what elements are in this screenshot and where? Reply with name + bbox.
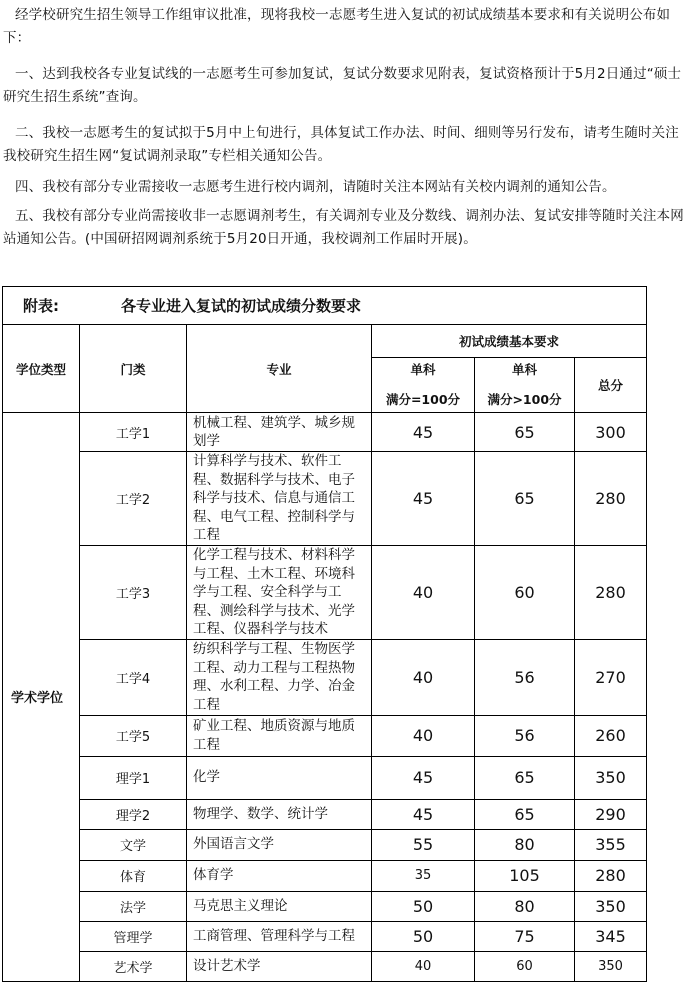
table-title: 各专业进入复试的初试成绩分数要求	[121, 297, 362, 315]
major-cell: 体育学	[187, 860, 372, 891]
single-100-cell: 50	[372, 891, 475, 921]
table-row	[3, 799, 647, 829]
single-100-cell: 45	[372, 413, 475, 452]
category-cell: 艺术学	[80, 951, 187, 981]
intro-paragraph-2: 一、达到我校各专业复试线的一志愿考生可参加复试，复试分数要求见附表，复试资格预计于5月2日通过“硕士研究生招生系统”查询。	[3, 66, 682, 105]
table-row	[3, 715, 647, 756]
total-cell: 300	[575, 413, 647, 452]
major-cell: 工商管理、管理科学与工程	[187, 921, 372, 951]
total-cell: 280	[575, 860, 647, 891]
total-cell: 280	[575, 546, 647, 640]
major-cell: 计算科学与技术、软件工程、数据科学与技术、电子科学与技术、信息与通信工程、电气工程、控制科学与工程	[187, 452, 372, 546]
major-cell: 马克思主义理论	[187, 891, 372, 921]
total-cell: 355	[575, 829, 647, 860]
category-cell: 理学2	[80, 799, 187, 829]
header-degree-type: 学位类型	[3, 325, 80, 413]
table-label: 附表:	[23, 297, 59, 315]
table-row	[3, 639, 647, 715]
table-row	[3, 860, 647, 891]
single-over-100-cell: 56	[475, 715, 575, 756]
major-cell: 化学工程与技术、材料科学与工程、土木工程、环境科学与工程、安全科学与工程、测绘科学与技术、光学工程、仪器科学与技术	[187, 546, 372, 640]
degree-type-cell: 学术学位	[3, 413, 80, 982]
single-over-100-cell: 56	[475, 639, 575, 715]
category-cell: 工学1	[80, 413, 187, 452]
single-over-100-cell: 105	[475, 860, 575, 891]
total-cell: 270	[575, 639, 647, 715]
single-over-100-cell: 60	[475, 951, 575, 981]
header-single-100: 单科 满分=100分	[372, 358, 475, 413]
major-cell: 外国语言文学	[187, 829, 372, 860]
category-cell: 工学4	[80, 639, 187, 715]
intro-paragraph-1: 经学校研究生招生领导工作组审议批准，现将我校一志愿考生进入复试的初试成绩基本要求和有关说明公布如下：	[3, 7, 671, 46]
single-100-cell: 40	[372, 546, 475, 640]
category-cell: 体育	[80, 860, 187, 891]
header-total: 总分	[575, 358, 647, 413]
table-row	[3, 951, 647, 981]
total-cell: 280	[575, 452, 647, 546]
single-100-cell: 40	[372, 639, 475, 715]
single-100-cell: 40	[372, 715, 475, 756]
major-cell: 物理学、数学、统计学	[187, 799, 372, 829]
total-cell: 350	[575, 951, 647, 981]
single-over-100-cell: 80	[475, 891, 575, 921]
single-100-cell: 45	[372, 452, 475, 546]
single-over-100-cell: 65	[475, 452, 575, 546]
single-over-100-cell: 65	[475, 799, 575, 829]
single-over-100-cell: 65	[475, 756, 575, 799]
category-cell: 工学5	[80, 715, 187, 756]
single-100-cell: 55	[372, 829, 475, 860]
intro-paragraph-3: 二、我校一志愿考生的复试拟于5月中上旬进行，具体复试工作办法、时间、细则等另行发布，请考生随时关注我校研究生招生网“复试调剂录取”专栏相关通知公告。	[3, 125, 679, 164]
total-cell: 290	[575, 799, 647, 829]
single-over-100-cell: 80	[475, 829, 575, 860]
table-row	[3, 829, 647, 860]
single-100-cell: 35	[372, 860, 475, 891]
total-cell: 260	[575, 715, 647, 756]
single-over-100-cell: 75	[475, 921, 575, 951]
category-cell: 法学	[80, 891, 187, 921]
header-row-1	[3, 325, 647, 358]
category-cell: 工学2	[80, 452, 187, 546]
major-cell: 机械工程、建筑学、城乡规划学	[187, 413, 372, 452]
table-row	[3, 756, 647, 799]
header-basic-requirements: 初试成绩基本要求	[372, 325, 647, 358]
total-cell: 345	[575, 921, 647, 951]
total-cell: 350	[575, 891, 647, 921]
major-cell: 纺织科学与工程、生物医学工程、动力工程与工程热物理、水利工程、力学、冶金工程	[187, 639, 372, 715]
category-cell: 工学3	[80, 546, 187, 640]
header-category: 门类	[80, 325, 187, 413]
table-row	[3, 452, 647, 546]
table-row	[3, 413, 647, 452]
score-requirements-table	[2, 286, 647, 982]
major-cell: 化学	[187, 756, 372, 799]
total-cell: 350	[575, 756, 647, 799]
single-over-100-cell: 65	[475, 413, 575, 452]
single-100-cell: 45	[372, 799, 475, 829]
intro-paragraph-4: 四、我校有部分专业需接收一志愿考生进行校内调剂，请随时关注本网站有关校内调剂的通知公告。	[15, 179, 616, 195]
major-cell: 矿业工程、地质资源与地质工程	[187, 715, 372, 756]
category-cell: 文学	[80, 829, 187, 860]
table-row	[3, 921, 647, 951]
major-cell: 设计艺术学	[187, 951, 372, 981]
table-row	[3, 546, 647, 640]
category-cell: 管理学	[80, 921, 187, 951]
table-title-row	[3, 287, 647, 325]
intro-paragraph-5: 五、我校有部分专业尚需接收非一志愿调剂考生，有关调剂专业及分数线、调剂办法、复试安排等随时关注本网站通知公告。(中国研招网调剂系统于5月20日开通，我校调剂工作届时开展)。	[3, 208, 684, 247]
header-single-over-100: 单科 满分>100分	[475, 358, 575, 413]
category-cell: 理学1	[80, 756, 187, 799]
single-100-cell: 50	[372, 921, 475, 951]
single-100-cell: 40	[372, 951, 475, 981]
table-row	[3, 891, 647, 921]
single-100-cell: 45	[372, 756, 475, 799]
single-over-100-cell: 60	[475, 546, 575, 640]
header-major: 专业	[187, 325, 372, 413]
